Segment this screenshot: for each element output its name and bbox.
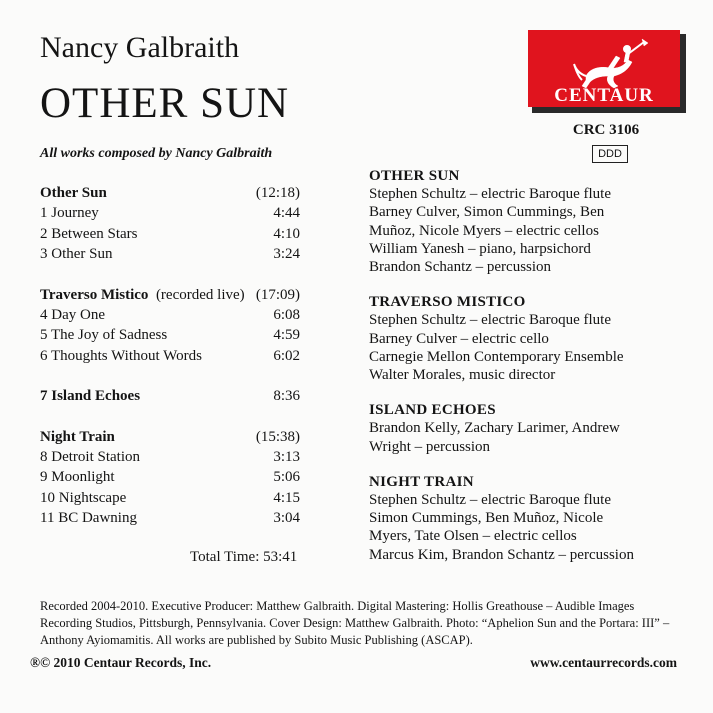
credit-line: Recorded 2004-2010. Executive Producer: Matthew Galbraith. Digital Mastering: Hollis Greathouse – Audible Images	[40, 599, 635, 613]
track-time: 4:44	[273, 205, 300, 222]
work-duration: 8:36	[273, 388, 300, 405]
performer-heading: ISLAND ECHOES	[369, 402, 496, 419]
work-title-wrap	[40, 285, 245, 305]
track-row	[40, 508, 300, 528]
performer-line: Simon Cummings, Ben Muñoz, Nicole	[369, 510, 604, 527]
performer-line: William Yanesh – piano, harpsichord	[369, 240, 591, 257]
track-title: 5 The Joy of Sadness	[40, 327, 168, 344]
performer-line: Brandon Kelly, Zachary Larimer, Andrew	[369, 420, 620, 437]
credit-line: Anthony Ayiomamitis. All works are published by Subito Music Publishing (ASCAP).	[40, 633, 473, 647]
composer-name: Nancy Galbraith	[40, 31, 240, 64]
album-title: OTHER SUN	[40, 80, 290, 127]
track-row	[40, 346, 300, 366]
track-row	[40, 488, 300, 508]
track-group	[40, 386, 300, 406]
work-note: (recorded live)	[155, 286, 245, 303]
track-time: 5:06	[273, 469, 300, 486]
centaur-logo	[528, 30, 686, 113]
performer-line: Stephen Schultz – electric Baroque flute	[369, 492, 611, 509]
performer-line: Stephen Schultz – electric Baroque flute	[369, 312, 611, 329]
performer-line: Brandon Schantz – percussion	[369, 259, 552, 276]
track-title: 8 Detroit Station	[40, 448, 140, 465]
track-row	[40, 325, 300, 345]
composed-by-note: All works composed by Nancy Galbraith	[40, 146, 273, 161]
performer-group	[369, 293, 679, 384]
track-row	[40, 224, 300, 244]
performer-heading: TRAVERSO MISTICO	[369, 294, 526, 311]
track-title: 11 BC Dawning	[40, 510, 137, 527]
track-title: 3 Other Sun	[40, 246, 113, 263]
recording-credits	[40, 598, 682, 649]
website-url: www.centaurrecords.com	[530, 655, 677, 670]
performer-line: Carnegie Mellon Contemporary Ensemble	[369, 348, 624, 365]
track-title: 10 Nightscape	[40, 489, 127, 506]
performer-line: Muñoz, Nicole Myers – electric cellos	[369, 222, 599, 239]
work-title: Night Train	[40, 428, 115, 445]
track-time: 4:15	[273, 489, 300, 506]
total-time: Total Time: 53:41	[190, 549, 298, 565]
track-group	[40, 183, 300, 265]
work-title: Other Sun	[40, 185, 107, 201]
performer-line: Marcus Kim, Brandon Schantz – percussion	[369, 546, 634, 563]
work-heading-row	[40, 427, 300, 447]
work-duration: (15:38)	[255, 428, 300, 445]
work-duration: (17:09)	[255, 286, 300, 303]
performer-heading: NIGHT TRAIN	[369, 473, 474, 490]
performer-line: Wright – percussion	[369, 438, 491, 455]
work-heading-row	[40, 183, 300, 203]
track-time: 4:59	[273, 327, 300, 344]
work-heading-row	[40, 386, 300, 406]
track-title: 4 Day One	[40, 306, 105, 323]
track-time: 3:24	[273, 246, 300, 263]
performer-line: Barney Culver – electric cello	[369, 330, 549, 347]
track-time: 4:10	[273, 225, 300, 242]
track-row	[40, 244, 300, 264]
performer-line: Walter Morales, music director	[369, 367, 556, 384]
track-title: 2 Between Stars	[40, 225, 138, 242]
track-title: 6 Thoughts Without Words	[40, 347, 202, 364]
track-row	[40, 203, 300, 223]
copyright-notice: ®© 2010 Centaur Records, Inc.	[30, 655, 212, 670]
track-row	[40, 447, 300, 467]
catalog-number: CRC 3106	[572, 122, 640, 138]
track-time: 3:13	[273, 448, 300, 465]
performer-line: Myers, Tate Olsen – electric cellos	[369, 528, 577, 545]
ddd-badge: DDD	[592, 145, 628, 163]
track-title: 9 Moonlight	[40, 469, 115, 486]
track-title: 1 Journey	[40, 205, 99, 222]
tracklist	[40, 183, 300, 548]
track-group	[40, 427, 300, 529]
track-group	[40, 285, 300, 367]
track-time: 6:08	[273, 306, 300, 323]
performers-list	[369, 167, 679, 581]
performer-line: Barney Culver, Simon Cummings, Ben	[369, 204, 605, 221]
performer-line: Stephen Schultz – electric Baroque flute	[369, 186, 611, 203]
work-heading-row	[40, 285, 300, 305]
work-title: 7 Island Echoes	[40, 388, 141, 405]
track-row	[40, 467, 300, 487]
performer-group	[369, 167, 679, 276]
track-row	[40, 305, 300, 325]
performer-group	[369, 473, 679, 564]
performer-group	[369, 401, 679, 456]
work-duration: (12:18)	[255, 185, 300, 201]
performer-heading: OTHER SUN	[369, 168, 460, 184]
track-time: 3:04	[273, 510, 300, 527]
work-title: Traverso Mistico	[40, 286, 149, 303]
credit-line: Recording Studios, Pittsburgh, Pennsylvania. Cover Design: Matthew Galbraith. Photo: “Aphelion Sun and the Portara: III” –	[40, 616, 670, 630]
logo-wordmark: CENTAUR	[554, 85, 654, 106]
track-time: 6:02	[273, 347, 300, 364]
